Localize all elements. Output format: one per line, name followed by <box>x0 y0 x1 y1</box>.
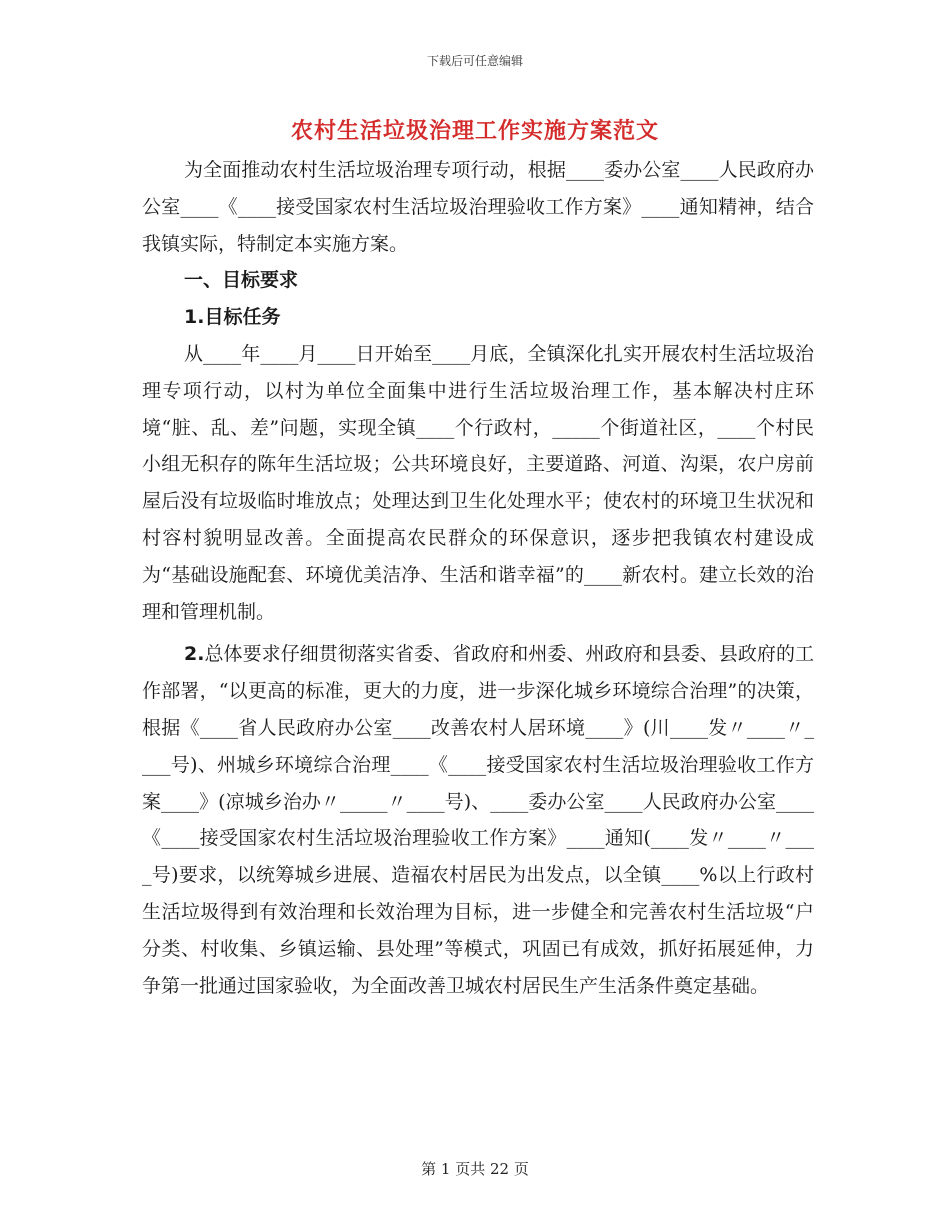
requirements-text: 总体要求仔细贯彻落实省委、省政府和州委、州政府和县委、县政府的工作部署，“以更高的标准，更大的力度，进一步深化城乡环境综合治理”的决策，根据《____省人民政府办公室____改善农村人居环境____》(川____发〃____〃____号)、州城乡环境综合治理____《____接受国家农村生活垃圾治理验收工作方案____》(凉城乡治办〃_____〃____号)、____委办公室____人民政府办公室____《____接受国家农村生活垃圾治理验收工作方案》____通知(____发〃____〃____号)要求，以统筹城乡进展、造福农村居民为出发点，以全镇____%以上行政村生活垃圾得到有效治理和长效治理为目标，进一步健全和完善农村生活垃圾“户分类、村收集、乡镇运输、县处理”等模式，巩固已有成效，抓好拓展延伸，力争第一批通过国家验收，为全面改善卫城农村居民生产生活条件奠定基础。 <box>142 643 814 997</box>
requirements-paragraph <box>142 636 814 1004</box>
document-title: 农村生活垃圾治理工作实施方案范文 <box>290 119 659 144</box>
subsection-heading-targets: 1.目标任务 <box>184 306 281 329</box>
intro-paragraph: 为全面推动农村生活垃圾治理专项行动，根据____委办公室____人民政府办公室____《____接受国家农村生活垃圾治理验收工作方案》____通知精神，结合我镇实际，特制定本实施方案。 <box>142 159 814 255</box>
requirements-number: 2. <box>184 643 205 666</box>
document-body <box>142 152 814 1004</box>
page-footer: 第 1 页共 22 页 <box>421 1160 529 1178</box>
section-heading-goals: 一、目标要求 <box>184 269 299 292</box>
targets-paragraph: 从____年____月____日开始至____月底，全镇深化扎实开展农村生活垃圾治理专项行动，以村为单位全面集中进行生活垃圾治理工作，基本解决村庄环境“脏、乱、差”问题，实现全镇____个行政村，_____个街道社区，____个村民小组无积存的陈年生活垃圾；公共环境良好，主要道路、河道、沟渠，农户房前屋后没有垃圾临时堆放点；处理达到卫生化处理水平；使农村的环境卫生状况和村容村貌明显改善。全面提高农民群众的环保意识，逐步把我镇农村建设成为“基础设施配套、环境优美洁净、生活和谐幸福”的____新农村。建立长效的治理和管理机制。 <box>142 342 814 623</box>
header-note: 下载后可任意编辑 <box>426 54 523 68</box>
